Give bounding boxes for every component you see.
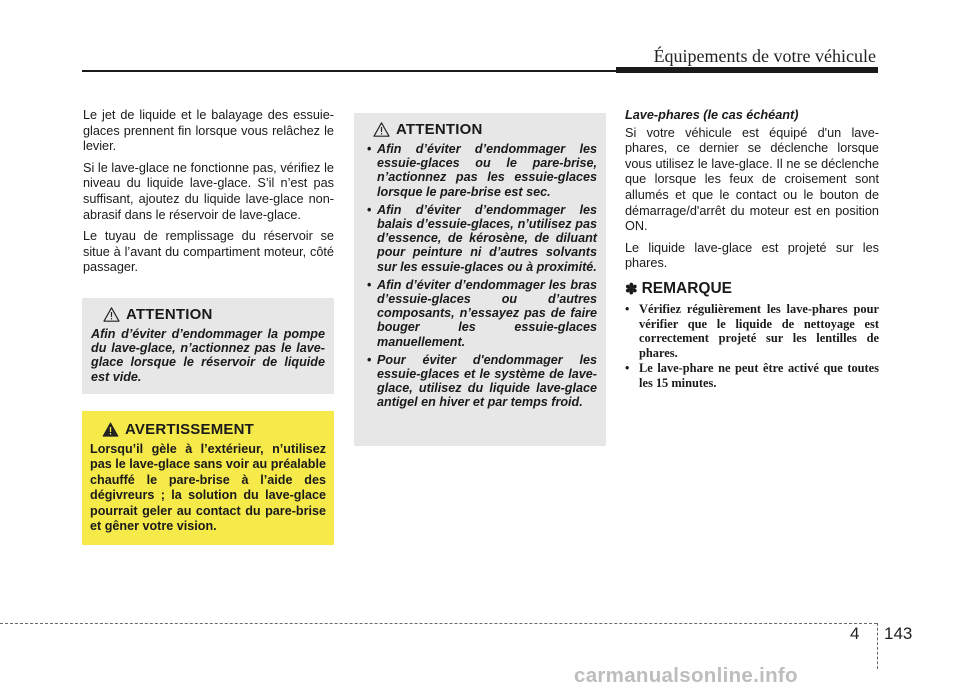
attention-box-pump-title: ATTENTION [126,306,213,323]
caution-triangle-icon [103,307,120,322]
warning-box-text: Lorsqu’il gèle à l’extérieur, n’utilisez pas le lave-glace sans voir au préalable chauffé le pare-brise à l’aide des dégivreurs ; la solution du lave-glace pourrait geler au contact du pare-brise et gêner votre vision. [90,442,326,534]
left-paragraph-2: Si le lave-glace ne fonctionne pas, vérifiez le niveau du liquide lave-glace. S’il n’est pas suffisant, ajoutez du liquide lave-glace non-abrasif dans le réservoir de lave-glace. [83,160,334,222]
attention-box-pump [82,298,334,394]
attention-box-wipers-header [363,121,597,138]
attention-box-wipers-title: ATTENTION [396,121,483,138]
attention-item: • Pour éviter d'endommager les essuie-glaces et le système de lave-glace, utilisez du liquide lave-glace antigel en hiver et par temps froid. [363,353,597,410]
header-rule [82,70,616,72]
attention-box-wipers [354,113,606,446]
attention-box-wipers-list [363,142,597,410]
attention-item: • Afin d’éviter d’endommager les essuie-glaces ou le pare-brise, n’actionnez pas les essuie-glaces lorsque le pare-brise est sec. [363,142,597,199]
headlamp-washer-subheading: Lave-phares (le cas échéant) [625,108,799,122]
right-paragraph-2: Le liquide lave-glace est projeté sur les phares. [625,240,879,271]
remarque-item: • Le lave-phare ne peut être activé que toutes les 15 minutes. [625,361,879,390]
warning-box-header [90,421,326,438]
footer-dashed-divider [877,623,878,669]
warning-box [82,411,334,545]
left-paragraph-1: Le jet de liquide et le balayage des essuie-glaces prennent fin lorsque vous relâchez le levier. [83,108,334,154]
watermark: carmanualsonline.info [574,664,798,687]
attention-item: • Afin d’éviter d’endommager les bras d’essuie-glaces ou d’autres composants, n’essayez pas de faire bouger les essuie-glaces manuellement. [363,278,597,349]
warning-triangle-icon [102,422,119,437]
caution-triangle-icon [373,122,390,137]
warning-box-title: AVERTISSEMENT [125,421,255,438]
attention-box-pump-header [91,306,325,323]
right-paragraph-1: Si votre véhicule est équipé d'un lave-phares, ce dernier se déclenche lorsque vous utilisez le lave-glace. Il ne se déclenche que lorsque les feux de croisement sont allumés et que le contact ou le bouton de démarrage/d'arrêt du moteur est en position ON. [625,125,879,234]
chapter-number: 4 [850,624,860,643]
page-header-title: Équipements de votre véhicule [653,46,876,66]
asterisk-icon: ✽ [625,280,638,298]
left-paragraph-3: Le tuyau de remplissage du réservoir se situe à l’avant du compartiment moteur, côté passager. [83,229,334,275]
remarque-item: • Vérifiez régulièrement les lave-phares pour vérifier que le liquide de nettoyage est correctement projeté sur les lentilles de phares. [625,302,879,360]
page-number: 143 [884,624,913,643]
attention-item: • Afin d’éviter d’endommager les balais d’essuie-glaces, n’utilisez pas d’essence, de kérosène, de diluant pour peinture ni d’autres solvants sur les essuie-glaces ou à proximité. [363,203,597,274]
remarque-list [625,302,879,391]
remarque-title: REMARQUE [641,279,732,297]
header-bar [616,67,878,73]
right-column [625,108,879,392]
left-column [83,108,334,282]
footer-dashed-rule [0,623,877,624]
attention-box-pump-text: Afin d’éviter d’endommager la pompe du lave-glace, n’actionnez pas le lave-glace lorsque le réservoir de liquide est vide. [91,327,325,384]
remarque-header [625,280,879,298]
